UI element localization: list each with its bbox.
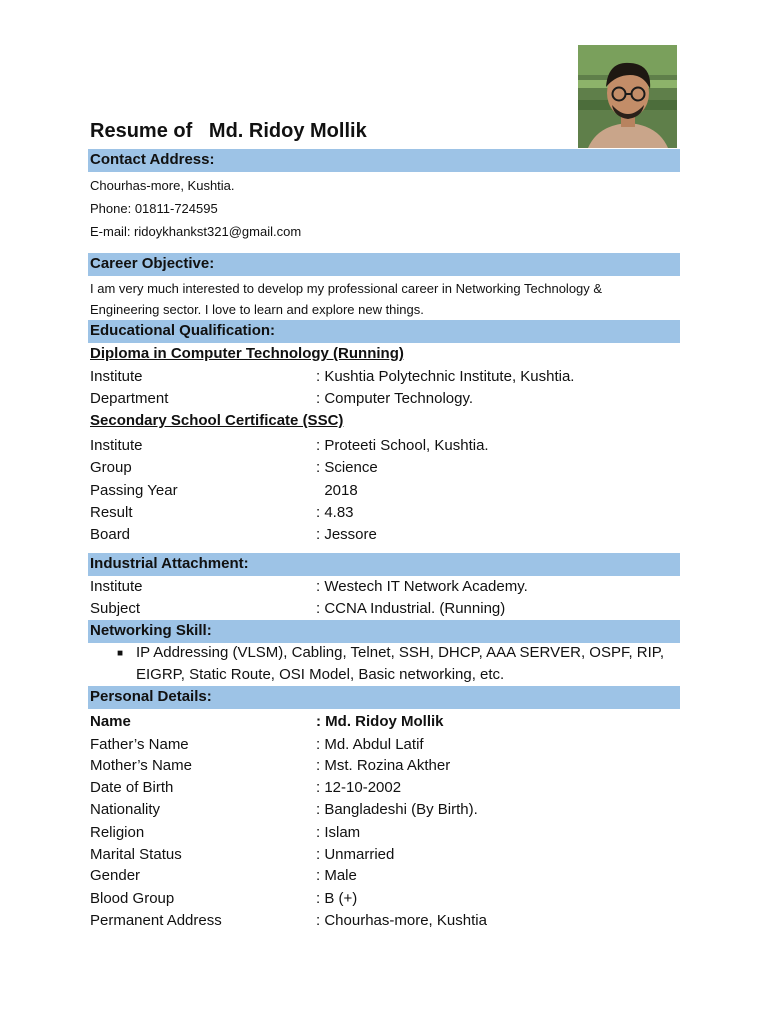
field-label: Passing Year: [90, 482, 178, 499]
field-label: Date of Birth: [90, 779, 174, 796]
field-label: Institute: [90, 437, 143, 454]
field-label: Result: [90, 504, 133, 521]
field-label: Subject: [90, 600, 141, 617]
personal-row: [90, 757, 680, 777]
personal-row: [90, 890, 680, 910]
field-value: : Md. Ridoy Mollik: [316, 713, 444, 730]
contact-address: Chourhas-more, Kushtia.: [90, 178, 235, 193]
field-value: : Proteeti School, Kushtia.: [316, 437, 489, 454]
field-label: Group: [90, 459, 132, 476]
networking-section-header: [88, 620, 680, 643]
field-value: 2018: [316, 482, 358, 499]
education-section-header: [88, 320, 680, 343]
personal-row: [90, 713, 680, 733]
personal-row: [90, 846, 680, 866]
field-label: Mother’s Name: [90, 757, 192, 774]
networking-skills-text: IP Addressing (VLSM), Cabling, Telnet, SSH, DHCP, AAA SERVER, OSPF, RIP, EIGRP, Static Route, OSI Model, Basic networking, etc.: [136, 644, 665, 683]
field-label: Institute: [90, 578, 143, 595]
diploma-title: Diploma in Computer Technology (Running): [90, 345, 404, 362]
career-objective-text: I am very much interested to develop my professional career in Networking Technology & Engineering sector. I love to learn and explore new things.: [90, 281, 603, 317]
diploma-row: [90, 368, 680, 388]
ssc-row: [90, 504, 680, 524]
field-value: : Bangladeshi (By Birth).: [316, 801, 478, 818]
field-value: : Computer Technology.: [316, 390, 474, 407]
contact-phone: Phone: 01811-724595: [90, 201, 218, 216]
networking-heading: Networking Skill:: [90, 622, 212, 639]
personal-row: [90, 867, 680, 887]
page-title: Resume of Md. Ridoy Mollik: [90, 120, 367, 142]
field-label: Nationality: [90, 801, 161, 818]
industrial-row: [90, 600, 680, 620]
field-label: Board: [90, 526, 131, 543]
personal-row: [90, 736, 680, 756]
personal-heading: Personal Details:: [90, 688, 212, 705]
profile-photo: [578, 45, 677, 148]
field-value: : Islam: [316, 824, 361, 841]
personal-section-header: [88, 686, 680, 709]
education-heading: Educational Qualification:: [90, 322, 276, 339]
ssc-row: [90, 459, 680, 479]
personal-row: [90, 779, 680, 799]
contact-email: E-mail: ridoykhankst321@gmail.com: [90, 224, 302, 239]
personal-row: [90, 824, 680, 844]
ssc-title: Secondary School Certificate (SSC): [90, 412, 344, 429]
industrial-heading: Industrial Attachment:: [90, 555, 249, 572]
field-label: Permanent Address: [90, 912, 222, 929]
diploma-row: [90, 390, 680, 410]
field-value: : Jessore: [316, 526, 377, 543]
field-value: : Md. Abdul Latif: [316, 736, 424, 753]
field-value: : Male: [316, 867, 357, 884]
personal-row: [90, 912, 680, 932]
field-value: : Science: [316, 459, 378, 476]
bullet-icon: ■: [117, 648, 124, 659]
contact-heading: Contact Address:: [90, 151, 215, 168]
field-value: : Chourhas-more, Kushtia: [316, 912, 487, 929]
field-label: Father’s Name: [90, 736, 189, 753]
field-label: Gender: [90, 867, 141, 884]
field-label: Religion: [90, 824, 145, 841]
field-value: : 4.83: [316, 504, 354, 521]
field-value: : Unmarried: [316, 846, 395, 863]
field-label: Name: [90, 713, 131, 730]
field-label: Marital Status: [90, 846, 182, 863]
field-label: Blood Group: [90, 890, 175, 907]
industrial-row: [90, 578, 680, 598]
field-value: : CCNA Industrial. (Running): [316, 600, 506, 617]
field-value: : Kushtia Polytechnic Institute, Kushtia.: [316, 368, 575, 385]
career-heading: Career Objective:: [90, 255, 215, 272]
field-value: : B (+): [316, 890, 358, 907]
field-label: Department: [90, 390, 169, 407]
field-value: : Westech IT Network Academy.: [316, 578, 528, 595]
person-photo-icon: [578, 45, 677, 148]
industrial-section-header: [88, 553, 680, 576]
field-value: : 12-10-2002: [316, 779, 402, 796]
contact-section-header: [88, 149, 680, 172]
ssc-row: [90, 437, 680, 457]
field-value: : Mst. Rozina Akther: [316, 757, 451, 774]
ssc-row: [90, 482, 680, 502]
career-section-header: [88, 253, 680, 276]
field-label: Institute: [90, 368, 143, 385]
personal-row: [90, 801, 680, 821]
ssc-row: [90, 526, 680, 546]
